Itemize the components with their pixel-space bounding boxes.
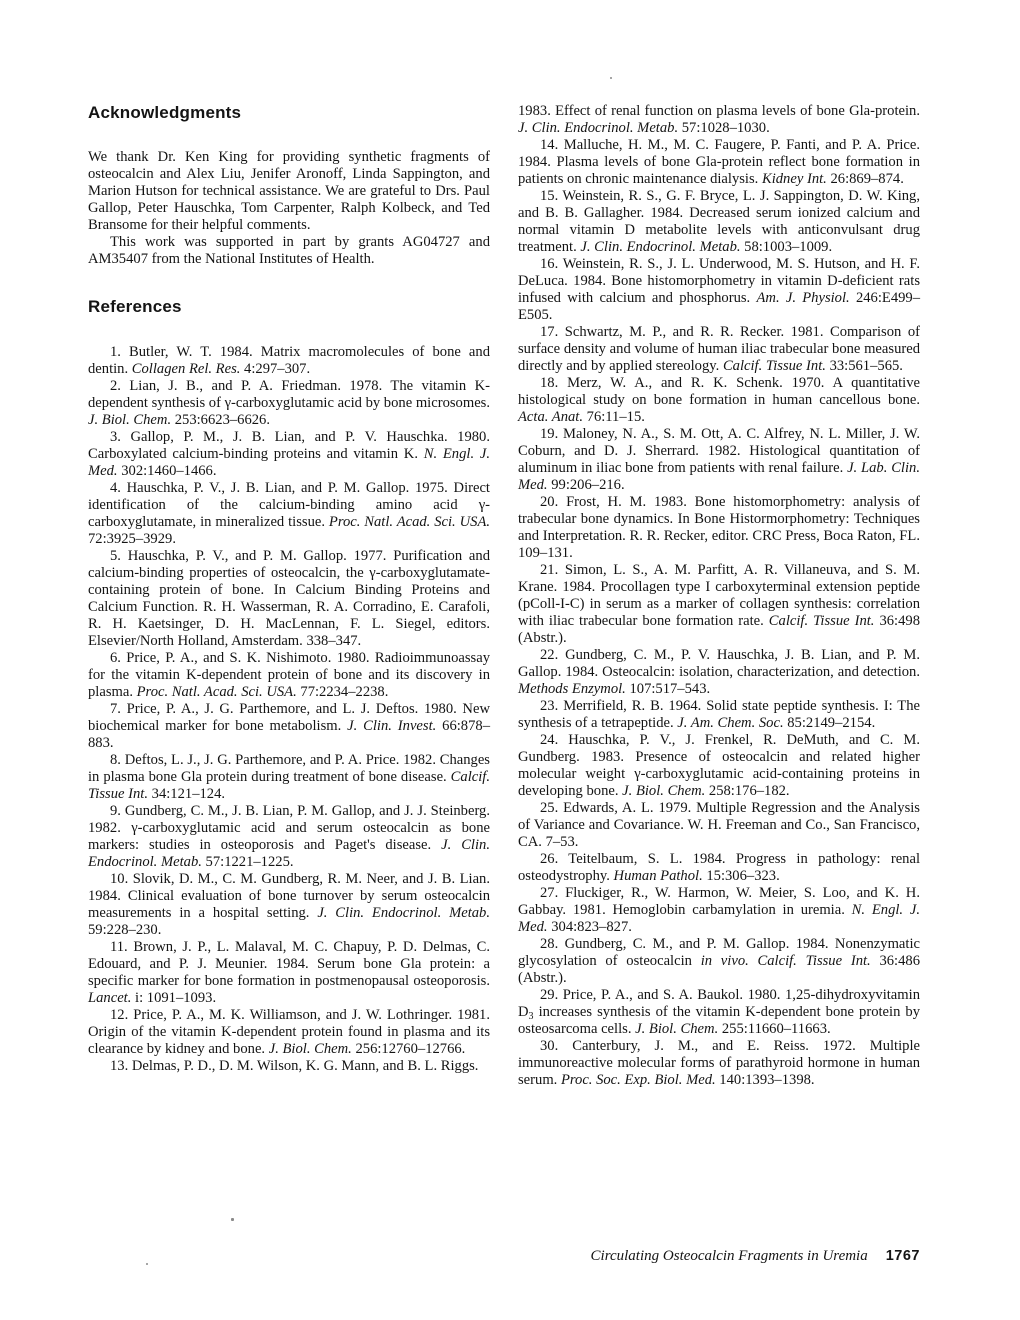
reference-text-segment: 27. Fluckiger, R., W. Harmon, W. Meier, S. Loo, and K. H. Gabbay. 1981. Hemoglobin carbamylation in uremia. — [518, 885, 920, 918]
reference-text-segment: 11. Brown, J. P., L. Malaval, M. C. Chapuy, P. D. Delmas, C. Edouard, and P. J. Meunier. 1984. Serum bone Gla protein: a specific marker for bone formation in postmenopausal osteoporosis. — [88, 939, 490, 989]
reference-text-segment: J. Biol. Chem. — [88, 412, 172, 428]
reference-text-segment: 3 — [528, 1011, 534, 1022]
reference-item — [88, 429, 490, 480]
reference-text-segment: 246:E499–E505. — [518, 290, 921, 323]
reference-text-segment: 25. Edwards, A. L. 1979. Multiple Regression and the Analysis of Variance and Covariance. W. H. Freeman and Co., San Francisco, CA. 7–53. — [518, 800, 920, 850]
reference-item — [88, 701, 490, 752]
reference-text-segment: 72:3925–3929. — [88, 531, 176, 547]
reference-item — [518, 800, 920, 851]
reference-item — [518, 324, 920, 375]
reference-item — [88, 1007, 490, 1058]
reference-text-segment: 258:176–182. — [705, 783, 790, 799]
reference-text-segment: J. Am. Chem. Soc. — [677, 715, 784, 731]
reference-item — [518, 256, 920, 324]
reference-text-segment: Proc. Natl. Acad. Sci. USA. — [328, 514, 491, 530]
references-list-right — [518, 103, 920, 1089]
reference-text-segment: J. Clin. Endocrinol. Metab. — [580, 239, 741, 255]
reference-item — [88, 871, 490, 939]
reference-text-segment: 255:11660–11663. — [718, 1021, 831, 1037]
reference-item — [88, 480, 490, 548]
reference-item — [518, 698, 920, 732]
reference-text-segment: 22. Gundberg, C. M., P. V. Hauschka, J. B. Lian, and P. M. Gallop. 1984. Osteocalcin: isolation, characterization, and detection. — [518, 647, 920, 680]
running-title: Circulating Osteocalcin Fragments in Uremia — [590, 1248, 868, 1264]
reference-text-segment: 99:206–216. — [547, 477, 625, 493]
reference-text-segment: J. Clin. Invest. — [347, 718, 437, 734]
reference-text-segment: 33:561–565. — [825, 358, 903, 374]
reference-text-segment: 21. Simon, L. S., A. M. Parfitt, A. R. Villaneuva, and S. M. Krane. 1984. Procollagen type I carboxyterminal extension peptide (pColl-I-C) in serum as a marker of collagen synthesis: correlation with iliac trabecular bone formation rate. — [518, 562, 920, 629]
reference-text-segment: Calcif. Tissue Int. — [722, 358, 826, 374]
reference-text-segment: 30. Canterbury, J. M., and E. Reiss. 1972. Multiple immunoreactive molecular forms of parathyroid hormone in human serum. — [518, 1038, 920, 1088]
reference-text-segment: Methods Enzymol. — [518, 681, 626, 697]
reference-item — [518, 103, 920, 137]
reference-text-segment: J. Biol. Chem. — [622, 783, 706, 799]
page-footer — [518, 1248, 920, 1265]
reference-text-segment: 57:1221–1225. — [201, 854, 294, 870]
reference-text-segment: 6. Price, P. A., and S. K. Nishimoto. 1980. Radioimmunoassay for the vitamin K-dependent protein of bone and its discovery in plasma. — [88, 650, 490, 700]
reference-text-segment: 9. Gundberg, C. M., J. B. Lian, P. M. Gallop, and J. J. Steinberg. 1982. γ-carboxyglutamic acid and serum osteocalcin as bone markers: studies in osteoporosis and Paget's disease. — [88, 803, 490, 853]
reference-item — [518, 936, 920, 987]
reference-text-segment: Lancet. — [88, 990, 132, 1006]
reference-item — [518, 137, 920, 188]
reference-text-segment: Collagen Rel. Res. — [131, 361, 241, 377]
reference-text-segment: 4. Hauschka, P. V., J. B. Lian, and P. M. Gallop. 1975. Direct identification of the calcium-binding amino acid γ-carboxyglutamate, in mineralized tissue. — [88, 480, 490, 530]
right-column — [518, 103, 920, 1089]
reference-text-segment: 36:486 (Abstr.). — [518, 953, 920, 986]
reference-text-segment: J. Clin. Endocrinol. Metab. — [317, 905, 491, 921]
reference-text-segment: 85:2149–2154. — [783, 715, 876, 731]
reference-item — [518, 188, 920, 256]
scan-speck — [231, 1218, 234, 1221]
acknowledgments-heading: Acknowledgments — [88, 103, 242, 122]
reference-item — [518, 494, 920, 562]
reference-text-segment: 26:869–874. — [826, 171, 904, 187]
reference-text-segment: J. Biol. Chem. — [268, 1041, 352, 1057]
reference-text-segment: J. Lab. Clin. Med. — [518, 460, 920, 493]
reference-text-segment: 10. Slovik, D. M., C. M. Gundberg, R. M. Neer, and J. B. Lian. 1984. Clinical evaluation of bone turnover by serum osteocalcin measurements in a hospital setting. — [88, 871, 490, 921]
reference-text-segment: Acta. Anat. — [518, 409, 583, 425]
reference-text-segment: Calcif. Tissue Int. — [88, 769, 490, 802]
reference-text-segment: 76:11–15. — [583, 409, 645, 425]
reference-text-segment: 17. Schwartz, M. P., and R. R. Recker. 1981. Comparison of surface density and volume of human iliac trabecular bone measured directly and by applied stereology. — [518, 324, 920, 374]
reference-text-segment: Human Pathol. — [613, 868, 703, 884]
scan-speck — [146, 1263, 148, 1265]
reference-text-segment: 12. Price, P. A., M. K. Williamson, and J. W. Lothringer. 1981. Origin of the vitamin K-dependent protein found in plasma and its clearance by kidney and bone. — [88, 1007, 490, 1057]
reference-item — [88, 378, 490, 429]
reference-text-segment: 8. Deftos, L. J., J. G. Parthemore, and P. A. Price. 1982. Changes in plasma bone Gla protein during treatment of bone disease. — [88, 752, 490, 785]
reference-text-segment: 16. Weinstein, R. S., J. L. Underwood, M. S. Hutson, and H. F. DeLuca. 1984. Bone histomorphometry in vitamin D-deficient rats infused with calcium and phosphorus. — [518, 256, 920, 306]
reference-text-segment: 29. Price, P. A., and S. A. Baukol. 1980. 1,25-dihydroxyvitamin D — [518, 987, 920, 1020]
reference-text-segment: N. Engl. J. Med. — [88, 446, 490, 479]
reference-text-segment: 253:6623–6626. — [171, 412, 271, 428]
reference-item — [88, 939, 490, 1007]
reference-text-segment: 66:878–883. — [88, 718, 490, 751]
reference-text-segment: N. Engl. J. Med. — [518, 902, 920, 935]
reference-text-segment: 13. Delmas, P. D., D. M. Wilson, K. G. Mann, and B. L. Riggs. — [110, 1058, 479, 1074]
reference-item — [518, 1038, 920, 1089]
acknowledgments-paragraph: We thank Dr. Ken King for providing synthetic fragments of osteocalcin and Alex Liu, Jenifer Aronoff, Linda Sappington, and Marion Hutson for technical assistance. We are grateful to Drs. Paul Gallop, Peter Hauschka, Tom Carpenter, Ralph Kolbeck, and Ted Bransome for their helpful comments. — [88, 149, 490, 233]
reference-item — [518, 851, 920, 885]
reference-text-segment: in vivo. Calcif. Tissue Int. — [700, 953, 871, 969]
reference-text-segment: 140:1393–1398. — [715, 1072, 815, 1088]
acknowledgments-paragraph: This work was supported in part by grants AG04727 and AM35407 from the National Institutes of Health. — [88, 234, 490, 267]
reference-text-segment: 24. Hauschka, P. V., J. Frenkel, R. DeMuth, and C. M. Gundberg. 1983. Presence of osteocalcin and related higher molecular weight γ-carboxyglutamic acid-containing proteins in developing bone. — [518, 732, 920, 799]
reference-text-segment: 36:498 (Abstr.). — [518, 613, 920, 646]
reference-text-segment: 58:1003–1009. — [740, 239, 833, 255]
reference-text-segment: J. Clin. Endocrinol. Metab. — [88, 837, 490, 870]
reference-text-segment: 34:121–124. — [148, 786, 226, 802]
reference-text-segment: 1. Butler, W. T. 1984. Matrix macromolecules of bone and dentin. — [88, 344, 490, 377]
reference-text-segment: 7. Price, P. A., J. G. Parthemore, and L. J. Deftos. 1980. New biochemical marker for bone metabolism. — [88, 701, 490, 734]
reference-text-segment: 77:2234–2238. — [296, 684, 389, 700]
reference-text-segment: 302:1460–1466. — [117, 463, 217, 479]
reference-text-segment: 23. Merrifield, R. B. 1964. Solid state peptide synthesis. I: The synthesis of a tetrapeptide. — [518, 698, 920, 731]
reference-text-segment: i: 1091–1093. — [131, 990, 217, 1006]
reference-item — [88, 548, 490, 650]
reference-text-segment: 18. Merz, W. A., and R. K. Schenk. 1970. A quantitative histological study on bone formation in human cancellous bone. — [518, 375, 920, 408]
reference-item — [518, 426, 920, 494]
reference-text-segment: 19. Maloney, N. A., S. M. Ott, A. C. Alfrey, N. L. Miller, J. W. Coburn, and D. J. Sherrard. 1982. Histological quantitation of aluminum in iliac bone from patients with renal failure. — [518, 426, 920, 476]
reference-item — [88, 650, 490, 701]
reference-item — [518, 375, 920, 426]
reference-item — [518, 647, 920, 698]
reference-text-segment: 57:1028–1030. — [678, 120, 770, 136]
references-list-left — [88, 344, 490, 1075]
left-column — [88, 103, 490, 1075]
reference-item — [88, 803, 490, 871]
reference-text-segment: 5. Hauschka, P. V., and P. M. Gallop. 1977. Purification and calcium-binding properties of osteocalcin, the γ-carboxyglutamate-containing protein of bone. In Calcium Binding Proteins and Calcium Function. R. H. Wasserman, R. A. Corradino, E. Carafoli, R. H. Kaetsinger, D. H. MacLennan, F. L. Siegel, editors. Elsevier/North Holland, Amsterdam. 338–347. — [88, 548, 490, 649]
reference-text-segment: Calcif. Tissue Int. — [768, 613, 875, 629]
reference-text-segment: 20. Frost, H. M. 1983. Bone histomorphometry: analysis of trabecular bone dynamics. In Bone Histormorphometry: Techniques and Interpretation. R. R. Recker, editor. CRC Press, Boca Raton, FL. 109–131. — [518, 494, 920, 561]
reference-text-segment: 14. Malluche, H. M., M. C. Faugere, P. Fanti, and P. A. Price. 1984. Plasma levels of bone Gla-protein reflect bone formation in patients on chronic maintenance dialysis. — [518, 137, 920, 187]
reference-item — [88, 752, 490, 803]
reference-text-segment: Proc. Soc. Exp. Biol. Med. — [560, 1072, 716, 1088]
reference-item — [88, 344, 490, 378]
reference-item — [518, 562, 920, 647]
reference-text-segment: 28. Gundberg, C. M., and P. M. Gallop. 1984. Nonenzymatic glycosylation of osteocalcin — [518, 936, 920, 969]
reference-item — [88, 1058, 490, 1075]
reference-text-segment: 2. Lian, J. B., and P. A. Friedman. 1978. The vitamin K-dependent synthesis of γ-carboxyglutamic acid by bone microsomes. — [88, 378, 490, 411]
reference-text-segment: 256:12760–12766. — [351, 1041, 466, 1057]
reference-text-segment: 59:228–230. — [88, 922, 162, 938]
references-heading: References — [88, 297, 182, 316]
reference-text-segment: 1983. Effect of renal function on plasma levels of bone Gla-protein. — [518, 103, 920, 119]
reference-text-segment: J. Clin. Endocrinol. Metab. — [518, 120, 679, 136]
reference-text-segment: Am. J. Physiol. — [756, 290, 850, 306]
reference-item — [518, 987, 920, 1038]
reference-text-segment: 107:517–543. — [625, 681, 711, 697]
reference-text-segment: 26. Teitelbaum, S. L. 1984. Progress in pathology: renal osteodystrophy. — [518, 851, 920, 884]
reference-text-segment: 15:306–323. — [702, 868, 780, 884]
reference-text-segment: J. Biol. Chem. — [635, 1021, 719, 1037]
scan-speck — [610, 77, 612, 79]
reference-item — [518, 885, 920, 936]
reference-text-segment: Kidney Int. — [761, 171, 827, 187]
reference-item — [518, 732, 920, 800]
page-number: 1767 — [885, 1248, 920, 1264]
reference-text-segment: 304:823–827. — [547, 919, 632, 935]
reference-text-segment: 3. Gallop, P. M., J. B. Lian, and P. V. Hauschka. 1980. Carboxylated calcium-binding proteins and vitamin K. — [88, 429, 490, 462]
reference-text-segment: increases synthesis of the vitamin K-dependent bone protein by osteosarcoma cells. — [518, 1004, 920, 1037]
reference-text-segment: Proc. Natl. Acad. Sci. USA. — [136, 684, 297, 700]
reference-text-segment: 4:297–307. — [240, 361, 311, 377]
reference-text-segment: 15. Weinstein, R. S., G. F. Bryce, L. J. Sappington, D. W. King, and B. B. Gallagher. 1984. Decreased serum ionized calcium and normal vitamin D metabolite levels with anticonvulsant drug treatment. — [518, 188, 920, 255]
